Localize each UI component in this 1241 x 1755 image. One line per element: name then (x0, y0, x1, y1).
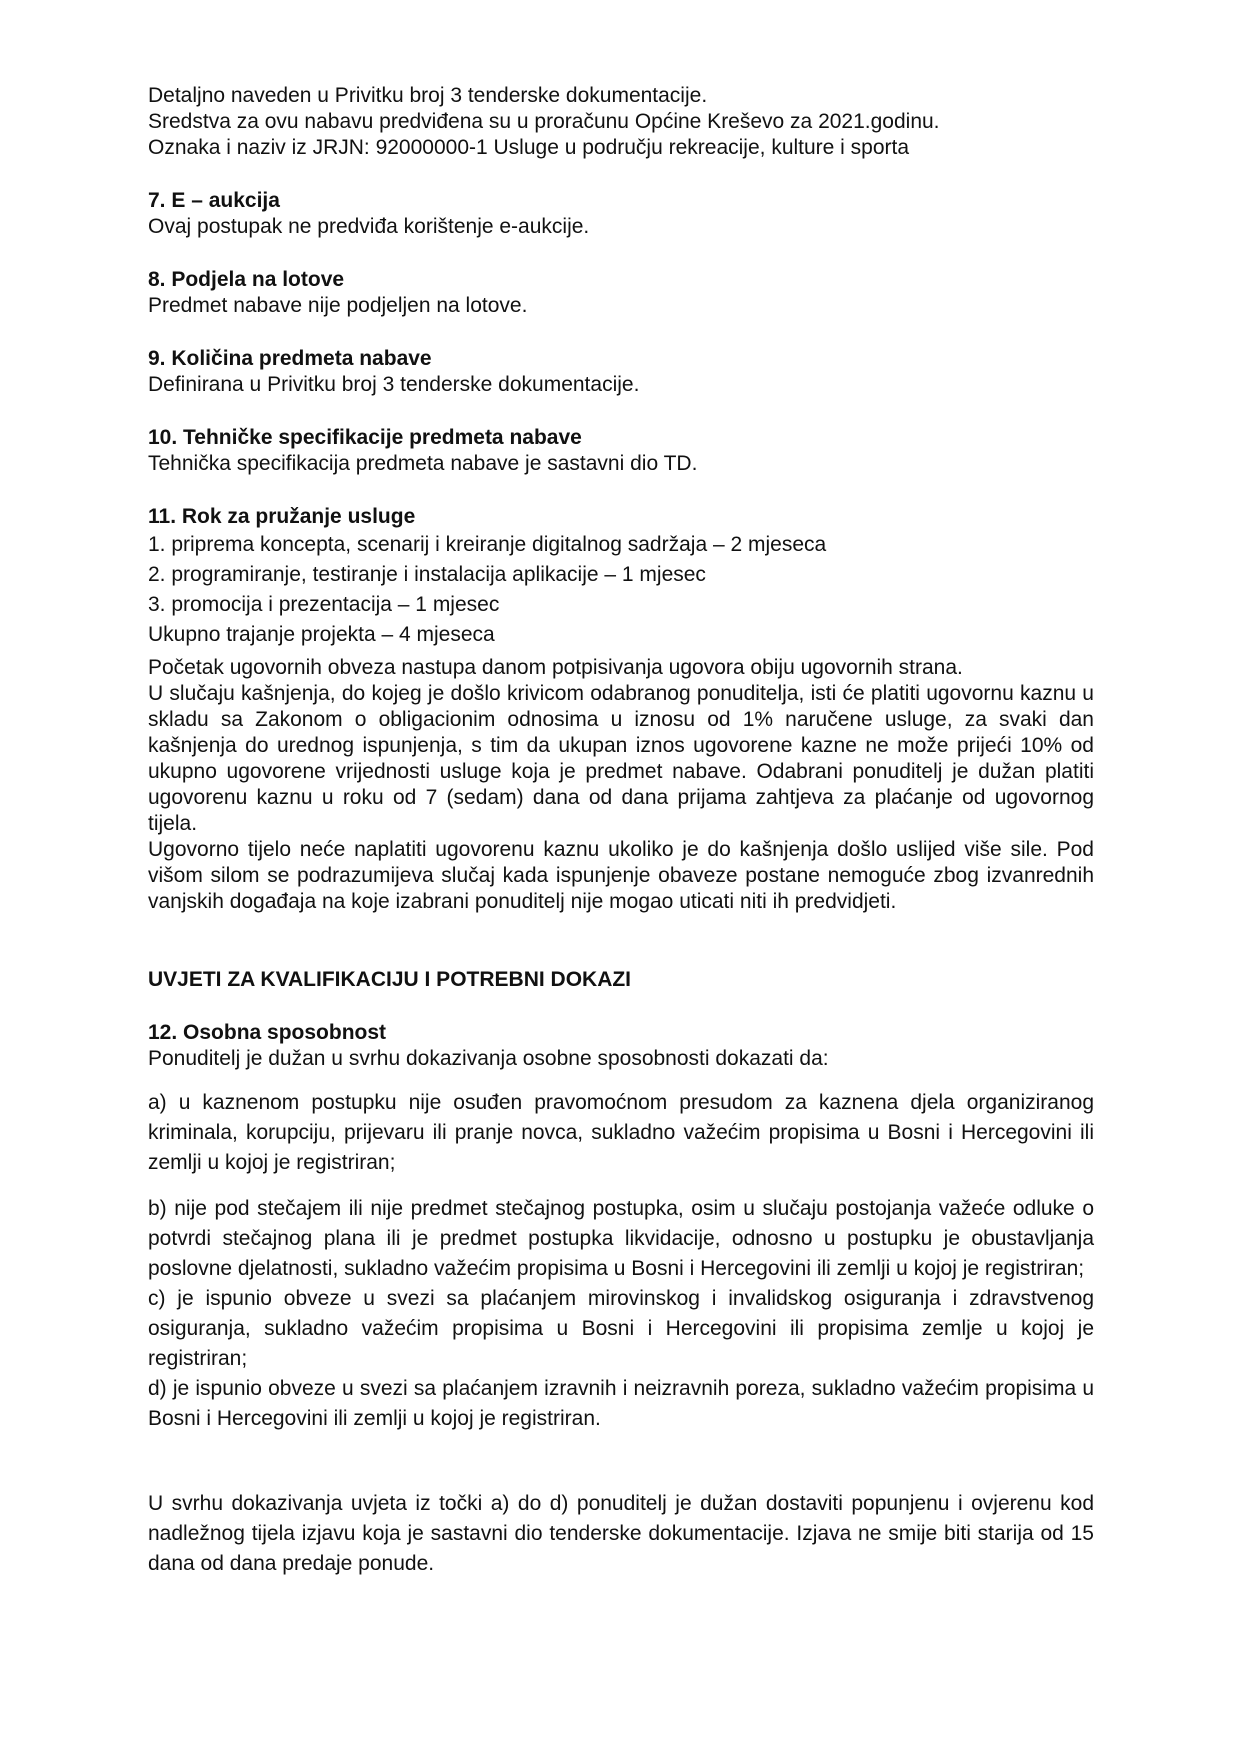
list-item: 3. promocija i prezentacija – 1 mjesec (148, 593, 500, 616)
condition-c: c) je ispunio obveze u svezi sa plaćanjem mirovinskog i invalidskog osiguranja i zdravstvenog osiguranja, sukladno važećim propisima u Bosni i Hercegovini ili propisima zemlje u kojoj je registriran; (148, 1287, 1094, 1370)
section-8-text: Predmet nabave nije podjeljen na lotove. (148, 294, 528, 317)
condition-d: d) je ispunio obveze u svezi sa plaćanjem izravnih i neizravnih poreza, sukladno važećim propisima u Bosni i Hercegovini ili zemlji u kojoj je registriran. (148, 1377, 1094, 1430)
document-page (148, 83, 1094, 1579)
section-8-heading: 8. Podjela na lotove (148, 268, 345, 291)
section-11-force-majeure: Ugovorno tijelo neće naplatiti ugovorenu kaznu ukoliko je do kašnjenja došlo uslijed više sile. Pod višom silom se podrazumijeva slučaj kada ispunjenje obaveze postane nemoguće zbog izvanrednih vanjskih događaja na koje izabrani ponuditelj nije mogao uticati niti ih predvidjeti. (148, 838, 1094, 913)
condition-b: b) nije pod stečajem ili nije predmet stečajnog postupka, osim u slučaju postojanja važeće odluke o potvrdi stečajnog plana ili je predmet postupka likvidacije, odnosno u postupku je obustavljanja poslovne djelatnosti, sukladno važećim propisima u Bosni i Hercegovini ili zemlji u kojoj je registriran; (148, 1197, 1094, 1280)
section-7-heading: 7. E – aukcija (148, 189, 280, 212)
list-item: Ukupno trajanje projekta – 4 mjeseca (148, 623, 495, 646)
section-11-heading: 11. Rok za pružanje usluge (148, 505, 416, 528)
qualification-title: UVJETI ZA KVALIFIKACIJU I POTREBNI DOKAZI (148, 968, 632, 991)
section-10-text: Tehnička specifikacija predmeta nabave je sastavni dio TD. (148, 452, 698, 475)
section-11-list (148, 530, 1094, 650)
section-10-heading: 10. Tehničke specifikacije predmeta nabave (148, 426, 582, 449)
intro-line-3: Oznaka i naziv iz JRJN: 92000000-1 Usluge u području rekreacije, kulture i sporta (148, 136, 910, 159)
section-7-text: Ovaj postupak ne predviđa korištenje e-aukcije. (148, 215, 590, 238)
section-12-intro: Ponuditelj je dužan u svrhu dokazivanja osobne sposobnosti dokazati da: (148, 1047, 829, 1070)
intro-line-1: Detaljno naveden u Privitku broj 3 tenderske dokumentacije. (148, 84, 708, 107)
section-12-heading: 12. Osobna sposobnost (148, 1021, 387, 1044)
section-11-penalty: U slučaju kašnjenja, do kojeg je došlo krivicom odabranog ponuditelja, isti će platiti ugovornu kaznu u skladu sa Zakonom o obligacionim odnosima u iznosu od 1% naručene usluge, za svaki dan kašnjenja do urednog ispunjenja, s tim da ukupan iznos ugovorene kazne ne može prijeći 10% od ukupno ugovorene vrijednosti usluge koja je predmet nabave. Odabrani ponuditelj je dužan platiti ugovorenu kaznu u roku od 7 (sedam) dana od dana prijama zahtjeva za plaćanje od ugovornog tijela. (148, 682, 1094, 835)
section-9-heading: 9. Količina predmeta nabave (148, 347, 432, 370)
intro-line-2: Sredstva za ovu nabavu predviđena su u proračunu Općine Kreševo za 2021.godinu. (148, 110, 940, 133)
section-9-text: Definirana u Privitku broj 3 tenderske dokumentacije. (148, 373, 640, 396)
section-11-start: Početak ugovornih obveza nastupa danom potpisivanja ugovora obiju ugovornih strana. (148, 656, 963, 679)
list-item: 1. priprema koncepta, scenarij i kreiranje digitalnog sadržaja – 2 mjeseca (148, 533, 827, 556)
condition-a: a) u kaznenom postupku nije osuđen pravomoćnom presudom za kaznena djela organiziranog kriminala, korupciju, prijevaru ili pranje novca, sukladno važećim propisima u Bosni i Hercegovini ili zemlji u kojoj je registriran; (148, 1091, 1094, 1174)
list-item: 2. programiranje, testiranje i instalacija aplikacije – 1 mjesec (148, 563, 706, 586)
proof-paragraph: U svrhu dokazivanja uvjeta iz točki a) do d) ponuditelj je dužan dostaviti popunjenu i ovjerenu kod nadležnog tijela izjavu koja je sastavni dio tenderske dokumentacije. Izjava ne smije biti starija od 15 dana od dana predaje ponude. (148, 1492, 1094, 1575)
